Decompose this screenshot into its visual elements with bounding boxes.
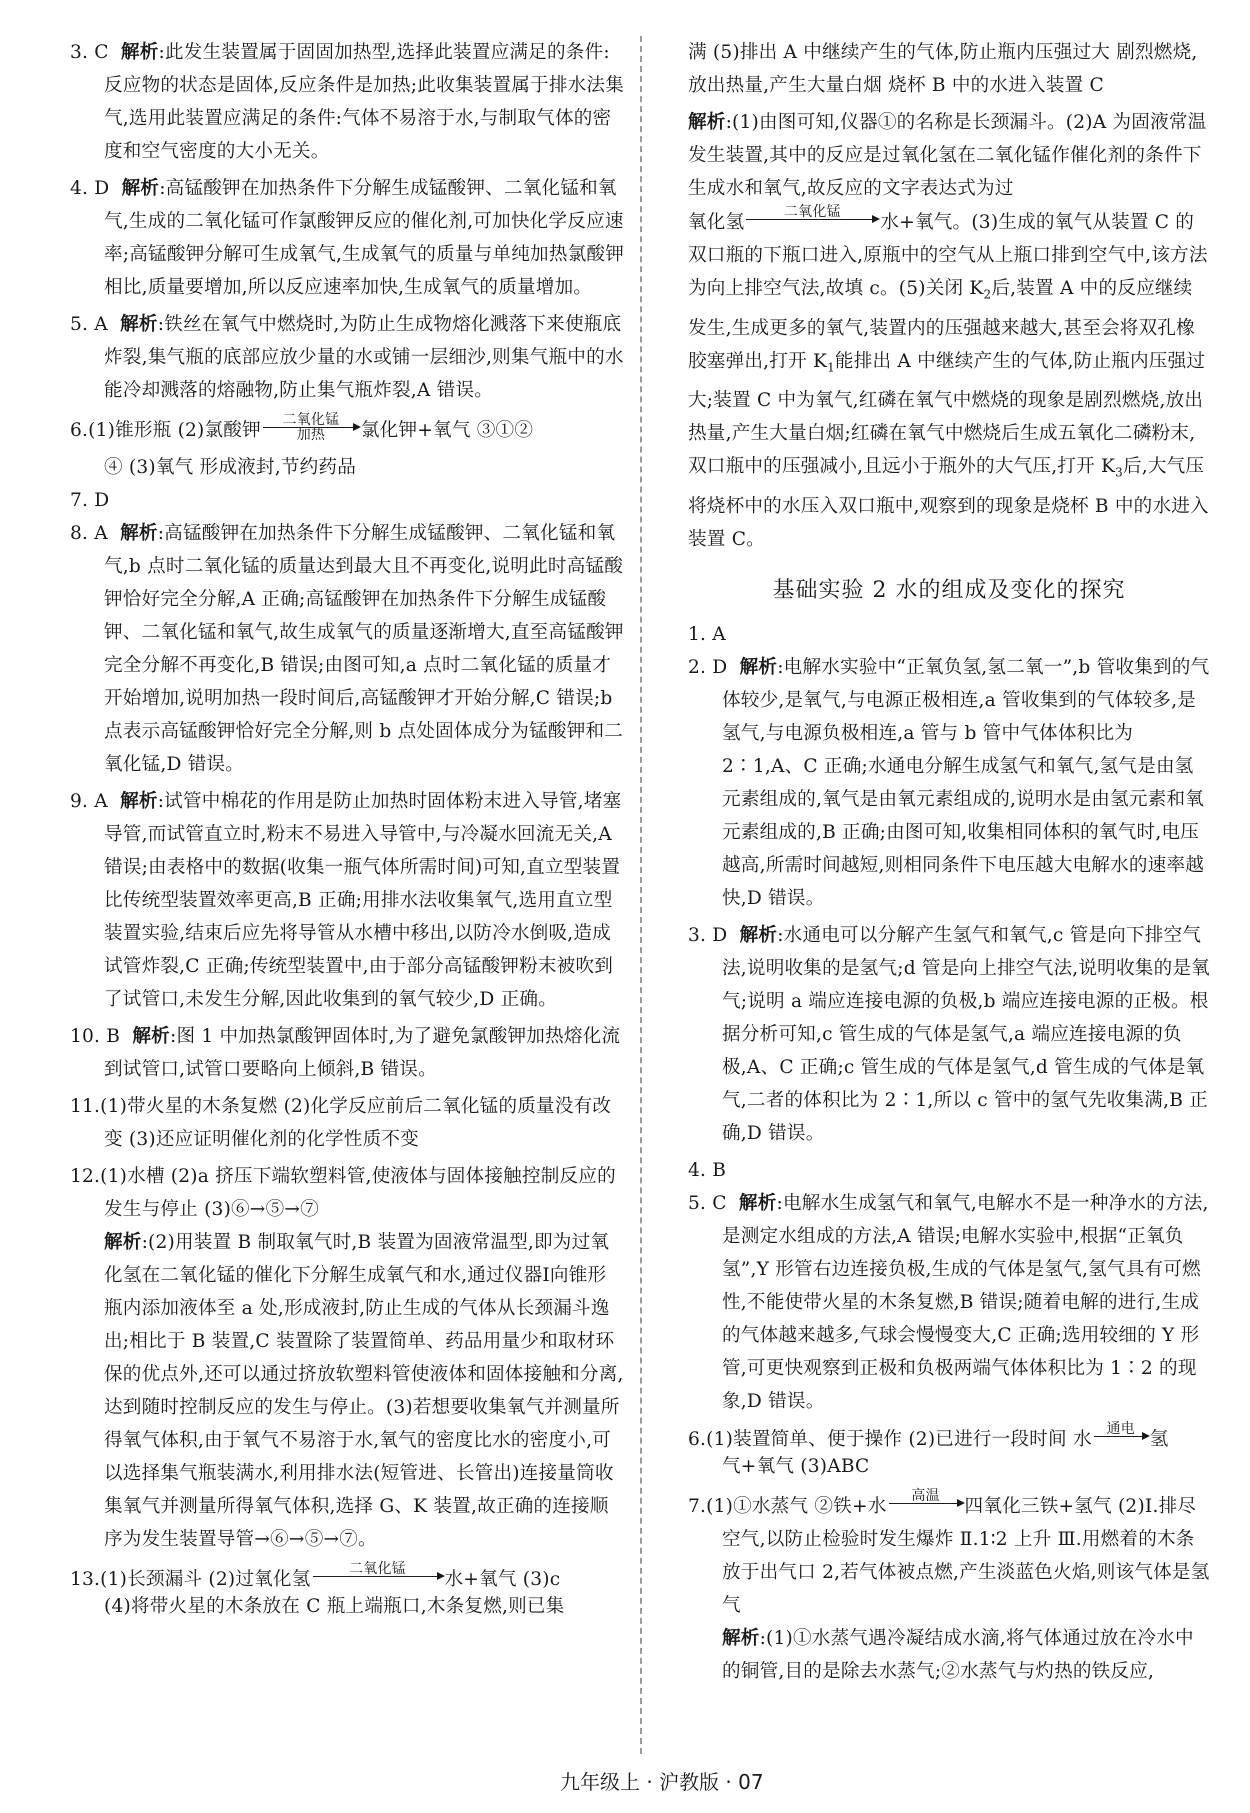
answer-s4	[688, 1154, 1210, 1187]
analysis-label: 解析	[738, 1193, 777, 1215]
answer-s3	[688, 919, 1210, 1150]
answer-number: 4. B	[688, 1160, 727, 1182]
answer-number: 6.	[70, 420, 89, 441]
answer-text: 氧化氢	[688, 212, 745, 233]
reaction-arrow	[263, 413, 359, 443]
answer-11	[70, 1090, 624, 1156]
answer-number: 5. C	[688, 1193, 727, 1215]
answer-10	[70, 1020, 624, 1086]
reaction-condition: 高温	[911, 1488, 940, 1505]
answer-number: 11.	[70, 1096, 101, 1117]
answer-number: 8. A	[70, 523, 108, 544]
answer-5	[70, 308, 624, 407]
answer-s6-line-2: 气+氧气 (3)ABC	[722, 1456, 870, 1478]
subscript: 3	[1115, 466, 1123, 481]
answer-text: :试管中棉花的作用是防止加热时固体粉末进入导管,堵塞导管,而试管直立时,粉末不易进入导管中,与冷凝水回流无关,A 错误;由表格中的数据(收集一瓶气体所需时间)可知,直立型装置比传统型装置效率更高,B 正确;用排水法收集氧气,选用直立型装置实验,结束后应先将导管从水槽中移出,以防冷水倒吸,造成试管炸裂,C 正确;传统型装置中,由于部分高锰酸钾粉末被吹到了试管口,未发生分解,因此收集到的氧气较少,D 正确。	[104, 791, 622, 1010]
answer-number: 10. B	[70, 1026, 121, 1047]
answer-text: :高锰酸钾在加热条件下分解生成锰酸钾、二氧化锰和氧气,生成的二氧化锰可作氯酸钾反应的催化剂,可加快化学反应速率;高锰酸钾分解可生成氧气,生成氧气的质量与单纯加热氯酸钾相比,质量要增加,所以反应速率加快,生成氧气的质量增加。	[104, 178, 625, 298]
answer-13-analysis	[688, 106, 1210, 556]
analysis-label: 解析	[120, 42, 159, 63]
answer-number: 4. D	[70, 178, 110, 199]
answer-s7	[688, 1489, 1210, 1622]
answer-text: 氢	[1149, 1429, 1169, 1451]
left-column	[70, 36, 624, 1623]
answer-text: :水通电可以分解产生氢气和氧气,c 管是向下排空气法,说明收集的是氢气;d 管是向上排空气法,说明收集的是氧气;说明 a 端应连接电源的负极,b 端应连接电源的正极。根据分析可知,c 管生成的气体是氢气,a 端应连接电源的负极,A、C 正确;c 管生成的气体是氢气,d 管生成的气体是氧气,二者的体积比为 2∶1,所以 c 管中的氢气先收集满,B 正确,D 错误。	[722, 925, 1210, 1145]
answer-number: 5. A	[70, 314, 108, 335]
analysis-label: 解析	[120, 523, 158, 544]
answer-number: 7.	[688, 1496, 707, 1518]
answer-text: (1)装置简单、便于操作 (2)已进行一段时间 水	[706, 1429, 1092, 1451]
answer-s5	[688, 1187, 1210, 1418]
answer-text: 能排出 A 中继续产生的气体,防止瓶内压强过大;装置 C 中为氧气,红磷在氧气中燃烧的现象是剧烈燃烧,放出热量,产生大量白烟;红磷在氧气中燃烧后生成五氧化二磷粉末,双口瓶中的压强减小,且远小于瓶外的大气压,打开 K	[688, 350, 1206, 478]
answer-number: 1. A	[688, 624, 726, 646]
answer-text: (1)锥形瓶 (2)氯酸钾	[88, 420, 261, 441]
answer-number: 12.	[70, 1166, 101, 1187]
answer-text: :图 1 中加热氯酸钾固体时,为了避免氯酸钾加热熔化流到试管口,试管口要略向上倾斜,B 错误。	[104, 1026, 621, 1080]
column-divider	[640, 36, 642, 1754]
answer-8	[70, 517, 624, 781]
analysis-label: 解析	[120, 791, 158, 812]
section-title: 基础实验 2 水的组成及变化的探究	[772, 578, 1126, 604]
answer-text: 水+氧气 (3)c	[444, 1569, 561, 1590]
answer-number: 7. D	[70, 490, 110, 511]
answer-6	[70, 413, 624, 447]
answer-text: :(1)由图可知,仪器①的名称是长颈漏斗。(2)A 为固液常温发生装置,其中的反应是过氧化氢在二氧化锰作催化剂的条件下生成水和氧气,故反应的文字表达式为过	[688, 112, 1207, 199]
subscript: 1	[827, 360, 835, 375]
answer-number: 6.	[688, 1429, 707, 1451]
answer-text: (1)带火星的木条复燃 (2)化学反应前后二氧化锰的质量没有改变 (3)还应证明催化剂的化学性质不变	[100, 1096, 612, 1150]
answer-12-analysis	[70, 1226, 624, 1556]
answer-number: 3. C	[70, 42, 109, 63]
analysis-label: 解析	[120, 314, 158, 335]
answer-3	[70, 36, 624, 168]
analysis-label: 解析	[132, 1026, 170, 1047]
answer-s7-analysis	[688, 1622, 1210, 1688]
answer-text: 后,大气压将烧杯中的水压入双口瓶中,观察到的现象是烧杯 B 中的水进入装置 C。	[688, 456, 1209, 551]
right-column	[688, 36, 1210, 1688]
reaction-condition: 二氧化锰	[349, 1561, 406, 1577]
reaction-condition: 加热	[296, 427, 326, 443]
answer-number: 9. A	[70, 791, 108, 812]
answer-13-continued: 满 (5)排出 A 中继续产生的气体,防止瓶内压强过大 剧烈燃烧,放出热量,产生大量白烟 烧杯 B 中的水进入装置 C	[688, 42, 1198, 96]
analysis-label: 解析	[688, 112, 726, 133]
reaction-condition: 二氧化锰	[282, 412, 340, 428]
subscript: 2	[983, 287, 992, 302]
reaction-condition: 二氧化锰	[783, 204, 841, 220]
reaction-arrow	[313, 1562, 443, 1592]
answer-text: :(2)用装置 B 制取氧气时,B 装置为固液常温型,即为过氧化氢在二氧化锰的催化下分解生成氧气和水,通过仪器Ⅰ向锥形瓶内添加液体至 a 处,形成液封,防止生成的气体从长颈漏斗逸出;相比于 B 装置,C 装置除了装置简单、药品用量少和取材环保的优点外,还可以通过挤放软塑料管使液体和固体接触和分离,达到随时控制反应的发生与停止。(3)若想要收集氧气并测量所得氧气体积,由于氧气不易溶于水,氧气的密度比水的密度小,可以选择集气瓶装满水,利用排水法(短管进、长管出)连接量筒收集氧气并测量所得氧气体积,选择 G、K 装置,故正确的连接顺序为发生装置导管→⑥→⑤→⑦。	[104, 1232, 624, 1550]
answer-text: :(1)①水蒸气遇冷凝结成水滴,将气体通过放在冷水中的铜管,目的是除去水蒸气;②水蒸气与灼热的铁反应,	[722, 1628, 1194, 1683]
answer-s2	[688, 651, 1210, 915]
answer-text: :高锰酸钾在加热条件下分解生成锰酸钾、二氧化锰和氧气,b 点时二氧化锰的质量达到最大且不再变化,说明此时高锰酸钾恰好完全分解,A 正确;高锰酸钾在加热条件下分解生成锰酸钾、二氧化锰和氧气,故生成氧气的质量逐渐增大,直至高锰酸钾完全分解不再变化,B 错误;由图可知,a 点时二氧化锰的质量才开始增加,说明加热一段时间后,高锰酸钾才开始分解,C 错误;b 点表示高锰酸钾恰好完全分解,则 b 点处固体成分为锰酸钾和二氧化锰,D 错误。	[104, 523, 624, 775]
page-footer: 九年级上 · 沪教版 · 07	[560, 1770, 764, 1794]
answer-7	[70, 484, 624, 517]
answer-number: 3. D	[688, 925, 728, 947]
answer-4	[70, 172, 624, 304]
reaction-condition: 通电	[1106, 1421, 1135, 1438]
analysis-label: 解析	[104, 1232, 142, 1253]
answer-text: :电解水生成氢气和氧气,电解水不是一种净水的方法,是测定水组成的方法,A 错误;电解水实验中,根据“正氧负氢”,Y 形管右边连接负极,生成的气体是氢气,氢气具有可燃性,不能使带火星的木条复燃,B 错误;随着电解的进行,生成的气体越来越多,气球会慢慢变大,C 正确;选用较细的 Y 形管,可更快观察到正极和负极两端气体体积比为 1∶2 的现象,D 错误。	[722, 1193, 1209, 1413]
answer-text: 水+氧气。(3)生成的氧气从装置 C 的双口瓶的下瓶口进入,原瓶中的空气从上瓶口排到空气中,该方法为向上排空气法,故填 c。(5)关闭 K	[688, 212, 1208, 299]
answer-text: (1)①水蒸气 ②铁+水	[706, 1496, 887, 1518]
answer-text: 后,装置 A 中的反应继续发生,生成更多的氧气,装置内的压强越来越大,甚至会将双孔橡胶塞弹出,打开 K	[688, 278, 1195, 372]
answer-6-line-2: ④ (3)氧气 形成液封,节约药品	[104, 457, 357, 478]
reaction-arrow	[889, 1489, 963, 1519]
analysis-label: 解析	[722, 1628, 760, 1650]
answer-9	[70, 785, 624, 1016]
answer-text: :此发生装置属于固固加热型,选择此装置应满足的条件:反应物的状态是固体,反应条件是加热;此收集装置属于排水法集气,选用此装置应满足的条件:气体不易溶于水,与制取气体的密度和空气密度的大小无关。	[104, 42, 625, 162]
analysis-label: 解析	[739, 657, 778, 679]
answer-text: 氯化钾+氧气 ③①②	[360, 420, 534, 441]
answer-12	[70, 1160, 624, 1226]
answer-number: 13.	[70, 1569, 101, 1590]
answer-13-line-2: (4)将带火星的木条放在 C 瓶上端瓶口,木条复燃,则已集	[104, 1596, 565, 1617]
reaction-arrow	[746, 205, 878, 235]
answer-text: (1)长颈漏斗 (2)过氧化氢	[100, 1569, 311, 1590]
answer-text: :铁丝在氧气中燃烧时,为防止生成物熔化溅落下来使瓶底炸裂,集气瓶的底部应放少量的水或铺一层细沙,则集气瓶中的水能冷却溅落的熔融物,防止集气瓶炸裂,A 错误。	[104, 314, 624, 401]
answer-number: 2. D	[688, 657, 728, 679]
answer-text: 四氧化三铁+氢气 (2)Ⅰ.排尽空气,以防止检验时发生爆炸 Ⅱ.1∶2 上升 Ⅲ.用燃着的木条放于出气口 2,若气体被点燃,产生淡蓝色火焰,则该气体是氢气	[722, 1496, 1210, 1617]
answer-text: :电解水实验中“正氧负氢,氢二氧一”,b 管收集到的气体较少,是氧气,与电源正极相连,a 管收集到的气体较多,是氢气,与电源负极相连,a 管与 b 管中气体体积比为 2∶1,A、C 正确;水通电分解生成氢气和氧气,氢气是由氢元素组成的,氧气是由氧元素组成的,说明水是由氢元素和氧元素组成的,B 正确;由图可知,收集相同体积的氧气时,电压越高,所需时间越短,则相同条件下电压越大电解水的速率越快,D 错误。	[722, 657, 1210, 910]
reaction-arrow	[1094, 1422, 1148, 1452]
answer-text: (1)水槽 (2)a 挤压下端软塑料管,使液体与固体接触控制反应的发生与停止 (3)⑥→⑤→⑦	[100, 1166, 616, 1220]
answer-s1	[688, 618, 1210, 651]
analysis-label: 解析	[121, 178, 160, 199]
analysis-label: 解析	[739, 925, 778, 947]
